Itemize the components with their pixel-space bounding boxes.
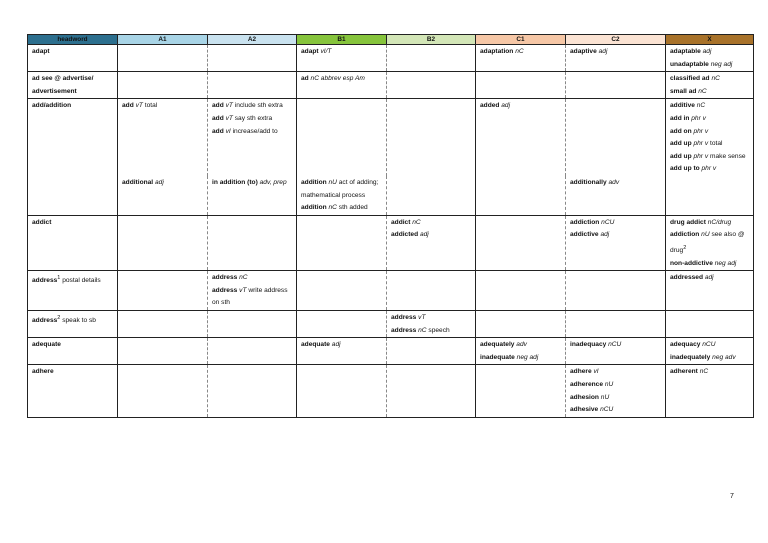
entry-grammar: neg adj	[516, 353, 539, 361]
headword-note: see @ advertise/ advertisement	[32, 75, 94, 95]
table-row	[28, 45, 754, 72]
entry-word: adaptation	[480, 48, 514, 55]
entry-grammar: neg adv	[712, 353, 736, 361]
entry-word: address	[391, 314, 417, 322]
entry	[670, 272, 750, 285]
cell-x	[666, 99, 754, 176]
cell-a1	[118, 338, 208, 365]
entry-word: inadequately	[670, 353, 711, 361]
entry-word: adaptable	[670, 48, 701, 55]
table-row	[28, 271, 754, 311]
cell-a1	[118, 45, 208, 72]
cell-c2	[566, 45, 666, 72]
cell-a2	[208, 365, 297, 417]
entry-grammar: phr v	[691, 114, 706, 122]
header-row	[28, 35, 754, 45]
entry	[570, 229, 662, 242]
headword-note: speak to sb	[62, 317, 96, 325]
entry	[570, 379, 662, 392]
entry-grammar: nCU	[601, 218, 615, 226]
entry	[570, 339, 662, 352]
cell-c2	[566, 271, 666, 311]
entry-word: address	[212, 286, 238, 294]
cell-b1	[297, 338, 387, 365]
entry-grammar: adj	[419, 231, 429, 239]
entry-definition: see also @ drug	[670, 231, 745, 255]
entry-grammar: nC abbrev esp Am	[310, 75, 365, 83]
entry	[212, 285, 293, 310]
entry-word: unadaptable	[670, 60, 709, 68]
entry-grammar: vT	[418, 314, 426, 322]
entry	[670, 126, 750, 139]
entry	[301, 46, 383, 59]
entry-definition: increase/add to	[232, 127, 278, 135]
entry-word: add	[122, 102, 134, 110]
headword-superscript: 1	[57, 275, 61, 282]
entry	[391, 229, 472, 242]
cell-x	[666, 215, 754, 271]
entry-grammar: adj	[598, 48, 608, 55]
entry-definition: say sth extra	[234, 114, 273, 122]
entry-word: adhesion	[570, 393, 599, 401]
entry-definition: total	[144, 102, 158, 110]
entry-word: adaptive	[570, 48, 597, 55]
vocabulary-profile-table	[27, 34, 754, 418]
cell-b1	[297, 365, 387, 417]
entry	[670, 151, 750, 164]
entry	[212, 177, 293, 190]
cell-x	[666, 45, 754, 72]
entry-word: addictive	[570, 231, 599, 239]
cell-b1	[297, 72, 387, 99]
entry	[301, 339, 383, 352]
cell-c2	[566, 365, 666, 417]
entry-word: addiction	[570, 218, 600, 226]
entry-grammar: nC	[515, 48, 524, 55]
headword-cell	[28, 215, 118, 271]
table-row	[28, 338, 754, 365]
entry-grammar: nU	[600, 393, 610, 401]
entry	[480, 46, 562, 59]
entry-grammar: nC	[239, 274, 248, 282]
table-row	[28, 311, 754, 338]
entry	[670, 59, 750, 72]
entry-definition: include sth extra	[234, 102, 283, 110]
cell-c1	[476, 176, 566, 215]
entry-word: addicted	[391, 231, 419, 239]
entry	[212, 100, 293, 113]
entry	[570, 217, 662, 230]
col-header-c2: C2	[566, 35, 666, 45]
entry-grammar: nU	[604, 381, 614, 389]
entry-word: addiction	[670, 231, 700, 239]
entry-grammar: phr v	[693, 152, 709, 160]
entry-definition: total	[709, 140, 723, 148]
entry-grammar: vT	[225, 102, 233, 110]
entry-definition: speech	[428, 326, 450, 334]
entry-word: adequacy	[670, 341, 701, 349]
col-header-b1: B1	[297, 35, 387, 45]
entry-word: additive	[670, 102, 695, 110]
cell-c2	[566, 215, 666, 271]
cell-a1	[118, 72, 208, 99]
cell-a2	[208, 338, 297, 365]
cell-a2	[208, 99, 297, 176]
cell-b2	[387, 99, 476, 176]
col-header-b2: B2	[387, 35, 476, 45]
entry-grammar: phr v	[693, 127, 709, 135]
cell-b2	[387, 271, 476, 311]
cell-c1	[476, 365, 566, 417]
entry-grammar: adv	[516, 341, 527, 349]
entry	[670, 100, 750, 113]
entry-word: adherent	[670, 368, 698, 376]
cell-c1	[476, 311, 566, 338]
entry	[670, 86, 750, 99]
entry	[301, 177, 383, 202]
headword: address	[32, 277, 58, 285]
entry-word: add	[212, 102, 224, 110]
entry	[570, 404, 662, 417]
entry-definition: sth added	[338, 204, 368, 212]
headword-note: postal details	[62, 277, 101, 285]
cell-a2	[208, 311, 297, 338]
cell-a2	[208, 72, 297, 99]
cell-a2	[208, 271, 297, 311]
cell-a2	[208, 215, 297, 271]
cell-a2	[208, 45, 297, 72]
headword-cell	[28, 365, 118, 417]
entry	[670, 217, 750, 230]
entry-word: add up	[670, 140, 692, 148]
cell-c2	[566, 338, 666, 365]
entry-word: adhesive	[570, 406, 599, 414]
table-row	[28, 215, 754, 271]
cell-c1	[476, 72, 566, 99]
entry-word: adapt	[301, 48, 319, 55]
entry-word: add	[212, 114, 224, 122]
entry	[480, 352, 562, 365]
entry-grammar: nC	[328, 204, 337, 212]
entry-word: addict	[391, 218, 411, 226]
cell-a1	[118, 99, 208, 176]
entry-grammar: nCU	[702, 341, 716, 349]
cell-a1	[118, 176, 208, 215]
headword-cell-empty	[28, 176, 118, 215]
entry-word: added	[480, 102, 500, 110]
headword: add/addition	[32, 102, 72, 110]
entry-grammar: nC	[412, 218, 421, 226]
entry	[670, 46, 750, 59]
cell-a1	[118, 215, 208, 271]
cell-a1	[118, 271, 208, 311]
entry-word: add	[212, 127, 224, 135]
cell-x	[666, 365, 754, 417]
table-row	[28, 365, 754, 417]
table-row-continued	[28, 176, 754, 215]
entry-definition: act of adding; mathematical process	[301, 178, 379, 199]
entry-grammar: neg adj	[714, 259, 737, 267]
cell-c1	[476, 338, 566, 365]
entry-word: addressed	[670, 274, 703, 282]
entry-word: classified ad	[670, 75, 710, 83]
col-header-a2: A2	[208, 35, 297, 45]
headword: ad	[32, 75, 40, 83]
entry	[212, 126, 293, 139]
entry	[670, 73, 750, 86]
entry	[670, 113, 750, 126]
entry-word: add up to	[670, 165, 700, 173]
entry	[670, 339, 750, 352]
entry-grammar: adv	[608, 178, 620, 186]
entry-grammar: neg adj	[710, 60, 733, 68]
cell-b1	[297, 176, 387, 215]
entry	[212, 113, 293, 126]
entry	[670, 163, 750, 176]
entry	[391, 312, 472, 325]
headword-cell	[28, 72, 118, 99]
entry-word: adequate	[301, 341, 330, 349]
entry	[480, 339, 562, 352]
col-header-c1: C1	[476, 35, 566, 45]
cell-b2	[387, 176, 476, 215]
headword: adequate	[32, 341, 61, 349]
entry-word: address	[212, 274, 238, 282]
cell-b2	[387, 311, 476, 338]
headword-cell	[28, 338, 118, 365]
cell-x	[666, 271, 754, 311]
entry-word: add up	[670, 152, 692, 160]
entry-grammar: vT	[225, 114, 233, 122]
entry-definition: make sense	[709, 152, 746, 160]
entry-grammar: nC	[698, 87, 707, 95]
entry-grammar: phr v	[693, 140, 709, 148]
entry-grammar: vT	[135, 102, 143, 110]
entry-grammar: nCU	[608, 341, 622, 349]
entry-grammar: adj	[702, 48, 712, 55]
cell-b1	[297, 215, 387, 271]
cell-b2	[387, 45, 476, 72]
entry	[570, 46, 662, 59]
entry	[391, 217, 472, 230]
entry	[670, 138, 750, 151]
entry-grammar: adj	[331, 341, 341, 349]
entry-grammar: nC	[696, 102, 706, 110]
entry	[570, 366, 662, 379]
cell-b1	[297, 45, 387, 72]
entry	[570, 392, 662, 405]
entry	[480, 100, 562, 113]
entry-word: drug addict	[670, 218, 706, 226]
page-number: 7	[730, 493, 734, 500]
cell-c2	[566, 176, 666, 215]
entry-word: small ad	[670, 87, 697, 95]
entry-grammar: phr v	[701, 165, 717, 173]
headword: adapt	[32, 48, 50, 55]
entry-grammar: nCU	[600, 406, 614, 414]
table-row	[28, 99, 754, 176]
cell-b2	[387, 72, 476, 99]
entry	[670, 366, 750, 379]
cell-b2	[387, 338, 476, 365]
entry-word: inadequacy	[570, 341, 607, 349]
cell-b1	[297, 99, 387, 176]
entry-grammar: adj	[704, 274, 714, 282]
cell-c2	[566, 99, 666, 176]
entry-word: adequately	[480, 341, 515, 349]
entry	[212, 272, 293, 285]
entry	[301, 202, 383, 215]
table-row	[28, 72, 754, 99]
entry-grammar: nC	[699, 368, 709, 376]
cell-c1	[476, 215, 566, 271]
entry-word: adhere	[570, 368, 592, 376]
col-header-a1: A1	[118, 35, 208, 45]
entry-word: addition	[301, 178, 327, 186]
entry	[122, 100, 204, 113]
entry-grammar: nC/drug	[707, 218, 732, 226]
entry-grammar: adj	[600, 231, 610, 239]
entry	[670, 258, 750, 271]
entry-grammar: nC	[711, 75, 720, 83]
entry-definition: write address on sth	[212, 286, 288, 307]
col-header-headword: headword	[28, 35, 118, 45]
entry-word: additionally	[570, 178, 607, 186]
cell-a1	[118, 365, 208, 417]
entry	[391, 325, 472, 338]
cell-x	[666, 176, 754, 215]
headword: adhere	[32, 368, 54, 376]
entry-word: add on	[670, 127, 692, 135]
entry-grammar: adj	[154, 178, 164, 186]
cell-b2	[387, 365, 476, 417]
headword-cell	[28, 311, 118, 338]
cell-c1	[476, 45, 566, 72]
entry	[670, 229, 750, 257]
entry	[670, 352, 750, 365]
headword-superscript: 2	[57, 315, 61, 322]
cell-c2	[566, 311, 666, 338]
entry-grammar: vI	[225, 127, 231, 135]
headword-cell	[28, 271, 118, 311]
entry-word: address	[391, 326, 417, 334]
cell-a2	[208, 176, 297, 215]
entry-word: addition	[301, 204, 327, 212]
entry	[122, 177, 204, 190]
entry-word: add in	[670, 114, 690, 122]
headword-cell	[28, 99, 118, 176]
col-header-x: X	[666, 35, 754, 45]
entry-grammar: adj	[501, 102, 511, 110]
headword: addict	[32, 218, 52, 226]
entry-word: inadequate	[480, 353, 515, 361]
entry-word: non-addictive	[670, 259, 713, 267]
entry-word: in addition (to)	[212, 178, 258, 186]
entry-grammar: nC	[418, 326, 427, 334]
entry-grammar: nU	[701, 231, 710, 239]
entry-grammar: nU	[328, 178, 337, 186]
entry-grammar: adv, prep	[259, 178, 287, 186]
cell-c1	[476, 271, 566, 311]
entry-grammar: vI/T	[320, 48, 332, 55]
entry-word: additional	[122, 178, 154, 186]
entry	[301, 73, 383, 86]
headword-cell	[28, 45, 118, 72]
cell-x	[666, 338, 754, 365]
cell-x	[666, 72, 754, 99]
headword: address	[32, 317, 58, 325]
cell-b1	[297, 311, 387, 338]
entry-grammar: vI	[593, 368, 599, 376]
cell-b1	[297, 271, 387, 311]
entry-word: ad	[301, 75, 309, 83]
cell-c2	[566, 72, 666, 99]
cell-x	[666, 311, 754, 338]
entry-word: adherence	[570, 381, 603, 389]
cell-c1	[476, 99, 566, 176]
entry-superscript: 2	[683, 244, 687, 251]
cell-b2	[387, 215, 476, 271]
entry-grammar: vT	[239, 286, 247, 294]
cell-a1	[118, 311, 208, 338]
entry	[570, 177, 662, 190]
